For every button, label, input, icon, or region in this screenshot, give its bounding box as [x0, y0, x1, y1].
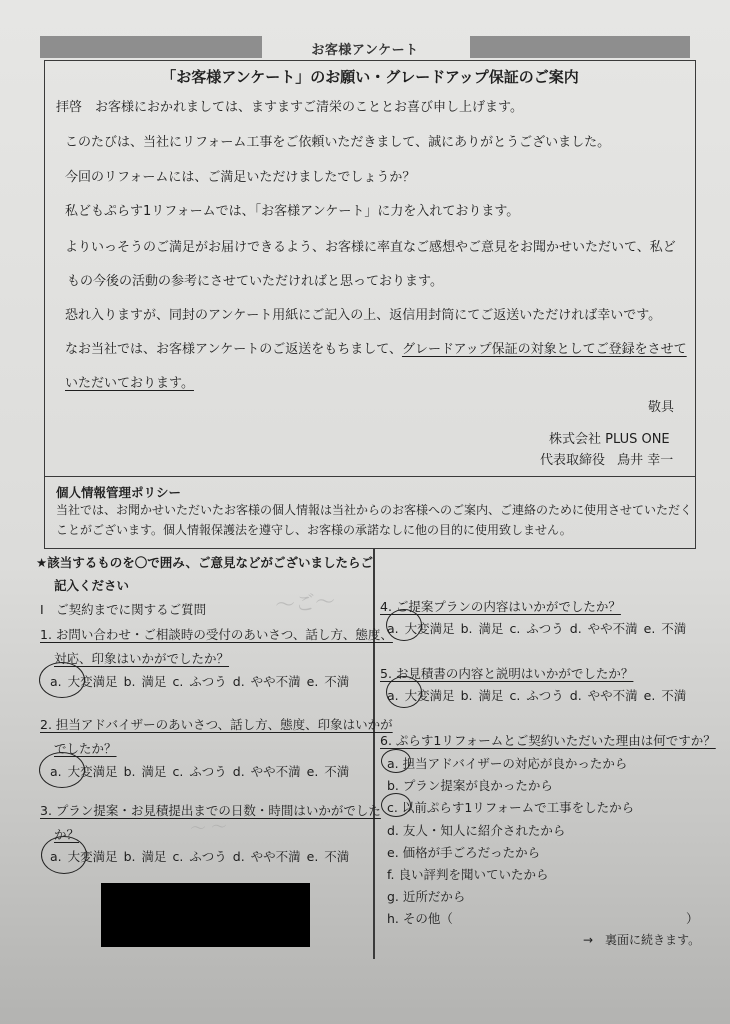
- letter-line-guarantee: [65, 338, 687, 357]
- column-divider: [373, 549, 375, 959]
- option-b[interactable]: b. 満足: [123, 674, 167, 689]
- document-title: お客様アンケート: [311, 43, 419, 58]
- letter-line-return: 恐れ入りますが、同封のアンケート用紙にご記入の上、返信用封筒にてご返送いただければ幸いです。: [65, 308, 662, 323]
- letter-line-request-2: もの今後の活動の参考にさせていただければと思っております。: [67, 274, 443, 289]
- selection-circle-q2: [39, 752, 85, 788]
- handwriting-bleed-2: 〜 〜: [189, 816, 228, 839]
- question-1-options: [50, 672, 349, 690]
- survey-instruction-2: 記入ください: [54, 578, 130, 593]
- option-a[interactable]: a. 大変満足: [50, 849, 118, 864]
- option-b[interactable]: b. 満足: [123, 849, 167, 864]
- option-e[interactable]: e. 不満: [306, 849, 350, 864]
- q6-option-e[interactable]: e. 価格が手ごろだったから: [387, 845, 541, 860]
- question-2-line-1: 2. 担当アドバイザーのあいさつ、話し方、態度、印象はいかが: [40, 717, 393, 732]
- option-d[interactable]: d. やや不満: [232, 674, 301, 689]
- handwriting-bleed: 〜ご〜: [274, 588, 336, 618]
- letter-line-thanks: このたびは、当社にリフォーム工事をご依頼いただきまして、誠にありがとうございました。: [65, 135, 611, 150]
- option-c[interactable]: c. ふつう: [172, 674, 227, 689]
- question-6-title: 6. ぷらす1リフォームとご契約いただいた理由は何ですか？: [380, 733, 716, 748]
- guarantee-prefix: なお当社では、お客様アンケートのご返送をもちまして、: [65, 342, 402, 357]
- letter-line-request-1: よりいっそうのご満足がお届けできるよう、お客様に率直なご感想やご意見をお聞かせいただいて、私ど: [65, 240, 676, 255]
- guarantee-underlined: グレードアップ保証の対象としてご登録をさせて: [401, 342, 687, 357]
- question-4-title: 4. ご提案プランの内容はいかがでしたか？: [380, 599, 621, 614]
- option-e[interactable]: e. 不満: [643, 688, 687, 703]
- section-title: Ⅰ ご契約までに関するご質問: [40, 602, 207, 617]
- letter-line-guarantee-end: いただいております。: [65, 376, 194, 391]
- option-c[interactable]: c. ふつう: [172, 849, 227, 864]
- q6-option-d[interactable]: d. 友人・知人に紹介されたから: [387, 823, 566, 838]
- selection-circle-q6-c: [381, 793, 411, 817]
- q6-option-b[interactable]: b. プラン提案が良かったから: [387, 778, 553, 793]
- question-2-line-2: でしたか？: [54, 741, 117, 756]
- q6-option-c[interactable]: c. 以前ぷらす1リフォームで工事をしたから: [387, 800, 635, 815]
- selection-circle-q6-a: [381, 749, 411, 773]
- redacted-area: [101, 883, 310, 947]
- company-name: 株式会社 PLUS ONE: [549, 432, 670, 447]
- option-d[interactable]: d. やや不満: [232, 849, 301, 864]
- option-b[interactable]: b. 満足: [460, 621, 504, 636]
- option-e[interactable]: e. 不満: [643, 621, 687, 636]
- question-2-options: [50, 762, 349, 780]
- option-b[interactable]: b. 満足: [123, 764, 167, 779]
- survey-instruction-1: ★該当するものを〇で囲み、ご意見などがございましたらご: [36, 555, 373, 570]
- option-c[interactable]: c. ふつう: [509, 621, 564, 636]
- q6-option-g[interactable]: g. 近所だから: [387, 889, 466, 904]
- q6-option-h-close: ）: [686, 911, 699, 926]
- question-1-line-2: 対応、印象はいかがでしたか？: [54, 651, 230, 666]
- option-a[interactable]: a. 大変満足: [387, 688, 455, 703]
- option-b[interactable]: b. 満足: [460, 688, 504, 703]
- representative-name: 鳥井 幸一: [617, 453, 674, 468]
- question-3-options: [50, 847, 349, 865]
- question-5-options: [387, 686, 686, 704]
- q6-option-a[interactable]: a. 担当アドバイザーの対応が良かったから: [387, 756, 628, 771]
- option-a[interactable]: a. 大変満足: [50, 764, 118, 779]
- selection-circle-q5: [386, 676, 422, 708]
- option-d[interactable]: d. やや不満: [569, 688, 638, 703]
- option-c[interactable]: c. ふつう: [172, 764, 227, 779]
- option-a[interactable]: a. 大変満足: [387, 621, 455, 636]
- question-4-options: [387, 619, 686, 637]
- question-3-line-2: か？: [54, 827, 80, 842]
- option-e[interactable]: e. 不満: [306, 764, 350, 779]
- privacy-policy-title: 個人情報管理ポリシー: [56, 485, 182, 500]
- letter-line-question: 今回のリフォームには、ご満足いただけましたでしょうか？: [65, 170, 416, 185]
- selection-circle-q1: [39, 662, 85, 698]
- q6-option-h[interactable]: h. その他（: [387, 911, 453, 926]
- question-1-line-1: 1. お問い合わせ・ご相談時の受付のあいさつ、話し方、態度、: [40, 627, 393, 642]
- option-c[interactable]: c. ふつう: [509, 688, 564, 703]
- selection-circle-q3: [41, 836, 87, 874]
- letter-heading: 「お客様アンケート」のお願い・グレードアップ保証のご案内: [161, 68, 579, 86]
- option-d[interactable]: d. やや不満: [232, 764, 301, 779]
- selection-circle-q4: [386, 609, 422, 641]
- closing-keigu: 敬具: [648, 400, 675, 415]
- continue-note: → 裏面に続きます。: [583, 933, 701, 947]
- option-e[interactable]: e. 不満: [306, 674, 350, 689]
- letter-line-focus: 私どもぷらす1リフォームでは、「お客様アンケート」に力を入れております。: [65, 204, 520, 219]
- option-a[interactable]: a. 大変満足: [50, 674, 118, 689]
- question-3-line-1: 3. プラン提案・お見積提出までの日数・時間はいかがでした: [40, 803, 381, 818]
- question-5-title: 5. お見積書の内容と説明はいかがでしたか？: [380, 666, 634, 681]
- representative-title: 代表取締役: [540, 453, 606, 468]
- letter-box: [44, 60, 696, 477]
- privacy-policy-line-2: ことがございます。個人情報保護法を遵守し、お客様の承諾なしに他の目的に使用致しません。: [56, 523, 572, 537]
- privacy-policy-line-1: 当社では、お聞かせいただいたお客様の個人情報は当社からのお客様へのご案内、ご連絡のために使用させていただく: [56, 503, 693, 517]
- option-d[interactable]: d. やや不満: [569, 621, 638, 636]
- representative: [540, 449, 673, 468]
- q6-option-f[interactable]: f. 良い評判を聞いていたから: [387, 867, 549, 882]
- letter-line-greeting: 拝啓 お客様におかれましては、ますますご清栄のこととお喜び申し上げます。: [56, 100, 523, 115]
